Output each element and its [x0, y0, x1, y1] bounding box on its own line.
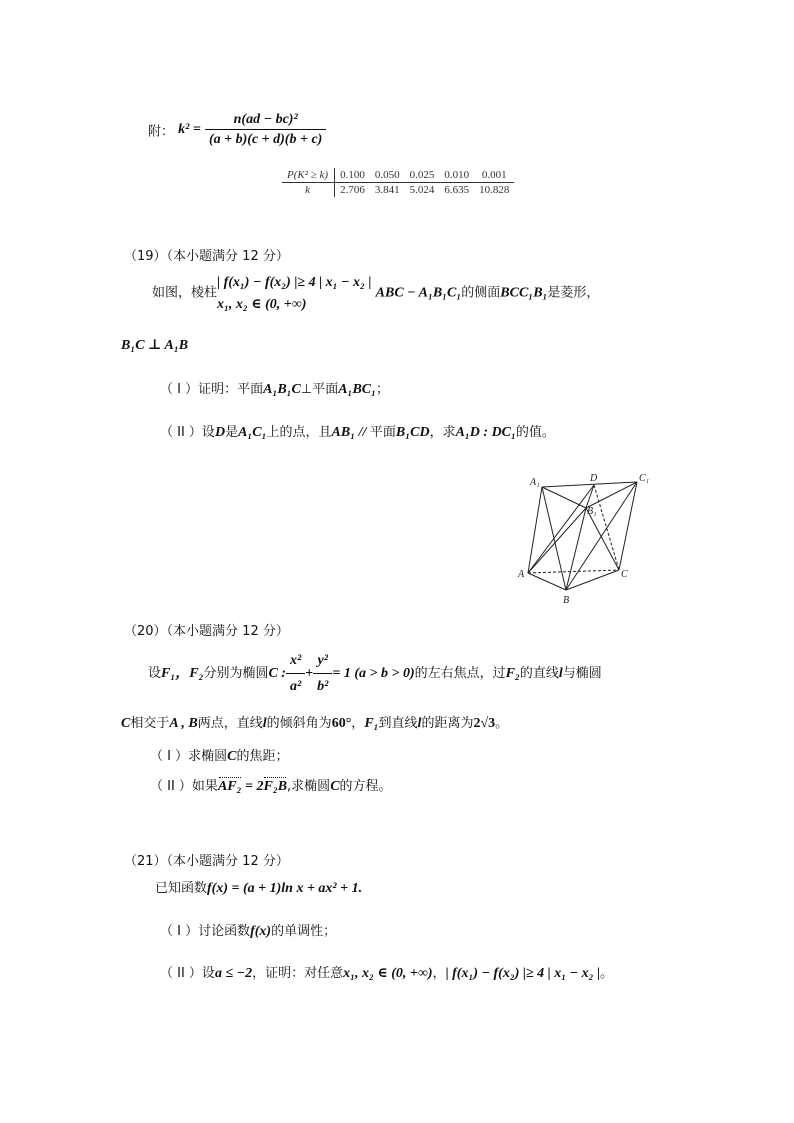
table-cell: 0.050: [370, 168, 405, 183]
label-c1: C₁: [639, 473, 650, 484]
q19-part1-text: ；: [376, 382, 390, 397]
edge-bc: [566, 570, 619, 590]
angle-value: 60°: [331, 716, 352, 731]
q20-text: 与椭圆: [562, 666, 602, 681]
q20-line1: [148, 650, 602, 698]
q19-part2-text: 的值。: [515, 425, 555, 440]
plane-name: A₁B₁C: [263, 382, 301, 397]
segment-name: A₁C₁: [238, 425, 267, 440]
label-b1: B₁: [587, 506, 597, 517]
ellipse-name: C: [330, 779, 340, 794]
prism-figure: [510, 470, 660, 610]
focus-f2: F₂: [189, 666, 204, 681]
edge-ad: [528, 485, 594, 573]
q20-text: （ I ）求椭圆: [150, 749, 228, 764]
plus-sign: +: [305, 666, 314, 681]
point-d: D: [214, 425, 226, 440]
ellipse-name: C: [121, 716, 131, 731]
q20-line2: [121, 712, 508, 732]
ratio-expr: A₁D : DC₁: [455, 425, 516, 440]
k2-fraction: [205, 112, 326, 148]
q19-part2: [160, 421, 555, 441]
focus-f2: F₂: [505, 666, 520, 681]
q20-text: 的距离为: [421, 716, 474, 731]
q19-line2: B₁C ⊥ A₁B: [121, 338, 189, 353]
q21-part1: [160, 920, 336, 940]
function-fx: f(x): [250, 924, 272, 939]
focus-f1: F₁，: [161, 666, 190, 681]
q20-text: 的倾斜角为: [266, 716, 332, 731]
table-cell: 0.001: [474, 168, 514, 183]
q19-part2-text: 上的点，且: [266, 425, 332, 440]
q20-text: 两点，直线: [197, 716, 263, 731]
q20-part1: [150, 745, 288, 765]
label-a: A: [518, 569, 525, 580]
q19-intro-text: 的侧面: [461, 285, 501, 301]
x-numerator: x²: [286, 650, 305, 674]
formula-lhs: k² =: [178, 122, 201, 137]
domain-expr: x₁, x₂ ∈ (0, +∞): [343, 966, 433, 981]
garbled-bottom: x₁, x₂ ∈ (0, +∞): [217, 296, 307, 312]
k-critical-table: [282, 168, 514, 197]
q20-text: ,求椭圆: [287, 779, 331, 794]
q20-text: 到直线: [378, 716, 418, 731]
segment-name: AB₁ //: [331, 425, 370, 440]
q21-line1: [155, 877, 362, 897]
q20-text: 的左右焦点，过: [414, 666, 506, 681]
distance-value: 2√3: [473, 716, 496, 731]
table-cell: 10.828: [479, 184, 510, 196]
q21-text: （ I ）讨论函数: [160, 924, 251, 939]
table-cell: 0.010: [439, 168, 474, 183]
table-row: [282, 183, 514, 198]
q19-intro-text: 是菱形，: [547, 285, 600, 301]
line-l: l: [262, 716, 267, 731]
ellipse-name: C: [227, 749, 237, 764]
table-cell: 0.100: [335, 168, 370, 183]
q19-part2-text: ，求: [429, 425, 456, 440]
y-numerator: y²: [313, 650, 332, 674]
q19-intro: [152, 272, 599, 315]
q20-text: 的焦距；: [236, 749, 289, 764]
q20-text: 设: [148, 666, 162, 681]
table-cell: 0.025: [405, 168, 440, 183]
q20-text: 的直线: [519, 666, 559, 681]
garbled-top: | f(x₁) − f(x₂) |≥ 4 | x₁ − x₂ |: [217, 275, 372, 290]
appendix-label: 附：: [148, 124, 175, 140]
plane-name: B₁CD: [395, 425, 430, 440]
table-cell: 5.024: [409, 184, 435, 196]
vector-af2: AF₂: [217, 779, 242, 794]
label-a1: A₁: [530, 477, 540, 488]
ellipse-name: C :: [268, 666, 286, 681]
prism-name: ABC − A₁B₁C₁: [375, 285, 462, 301]
k2-numerator: n(ad − bc)²: [205, 112, 326, 130]
q19-intro-text: 如图，棱柱: [152, 285, 218, 301]
label-b: B: [563, 595, 570, 606]
appendix-formula: [148, 112, 326, 148]
line-l: l: [417, 716, 422, 731]
function-def: f(x) = (a + 1)ln x + ax² + 1.: [207, 881, 363, 896]
k2-denominator: (a + b)(c + d)(b + c): [208, 132, 323, 147]
q19-part1: [160, 378, 389, 398]
ellipse-condition: = 1 (a > b > 0): [332, 666, 415, 681]
q20-text: 分别为椭圆: [203, 666, 269, 681]
edge-ac-hidden: [528, 570, 619, 573]
q21-text: 。: [600, 966, 614, 981]
q21-text: 的单调性；: [271, 924, 337, 939]
q20-part2: [150, 775, 392, 795]
table-cell: 3.841: [374, 184, 400, 196]
face-name: BCC₁B₁: [500, 285, 548, 301]
q21-text: ，: [432, 966, 446, 981]
label-d: D: [590, 473, 598, 484]
edge-ab: [528, 573, 566, 590]
q20-text: 相交于: [130, 716, 170, 731]
q21-part2: [160, 962, 613, 982]
line-l: l: [558, 666, 563, 681]
plane-name: A₁BC₁: [338, 382, 376, 397]
q19-garbled-stack: [217, 272, 371, 315]
edge-b1b: [566, 508, 586, 590]
vector-f2b: F₂B: [263, 779, 288, 794]
points-ab: A , B: [169, 716, 198, 731]
table-row-label: P(K² ≥ k): [282, 168, 335, 183]
q19-part1-text: （ I ）证明：平面: [160, 382, 264, 397]
q20-text: 。: [495, 716, 509, 731]
q19-part2-text: 平面: [369, 425, 396, 440]
x-fraction: [286, 650, 305, 698]
focus-f1: F₁: [364, 716, 379, 731]
table-cell: 6.635: [444, 184, 470, 196]
q20-text: （ II ）如果: [150, 779, 218, 794]
y-denominator: b²: [317, 679, 329, 694]
q20-text: 的方程。: [339, 779, 392, 794]
q19-part2-text: （ II ）设: [160, 425, 215, 440]
inequality-expr: | f(x₁) − f(x₂) |≥ 4 | x₁ − x₂ |: [445, 966, 601, 981]
equals-two: = 2: [241, 779, 264, 794]
q19-part2-text: 是: [225, 425, 239, 440]
q20-header: （20）（本小题满分 12 分）: [124, 624, 289, 639]
x-denominator: a²: [289, 679, 302, 694]
q20-text: ，: [351, 716, 365, 731]
q21-header: （21）（本小题满分 12 分）: [124, 854, 289, 869]
q21-text: 已知函数: [155, 881, 208, 896]
y-fraction: [313, 650, 332, 698]
condition-a: a ≤ −2: [214, 966, 253, 981]
q19-header: （19）（本小题满分 12 分）: [124, 249, 289, 264]
q21-text: ，证明：对任意: [252, 966, 344, 981]
label-c: C: [621, 569, 628, 580]
table-row-label: k: [282, 183, 335, 198]
q19-part1-text: ⊥平面: [300, 382, 339, 397]
q21-text: （ II ）设: [160, 966, 215, 981]
table-row: [282, 168, 514, 183]
table-cell: 2.706: [340, 184, 365, 196]
